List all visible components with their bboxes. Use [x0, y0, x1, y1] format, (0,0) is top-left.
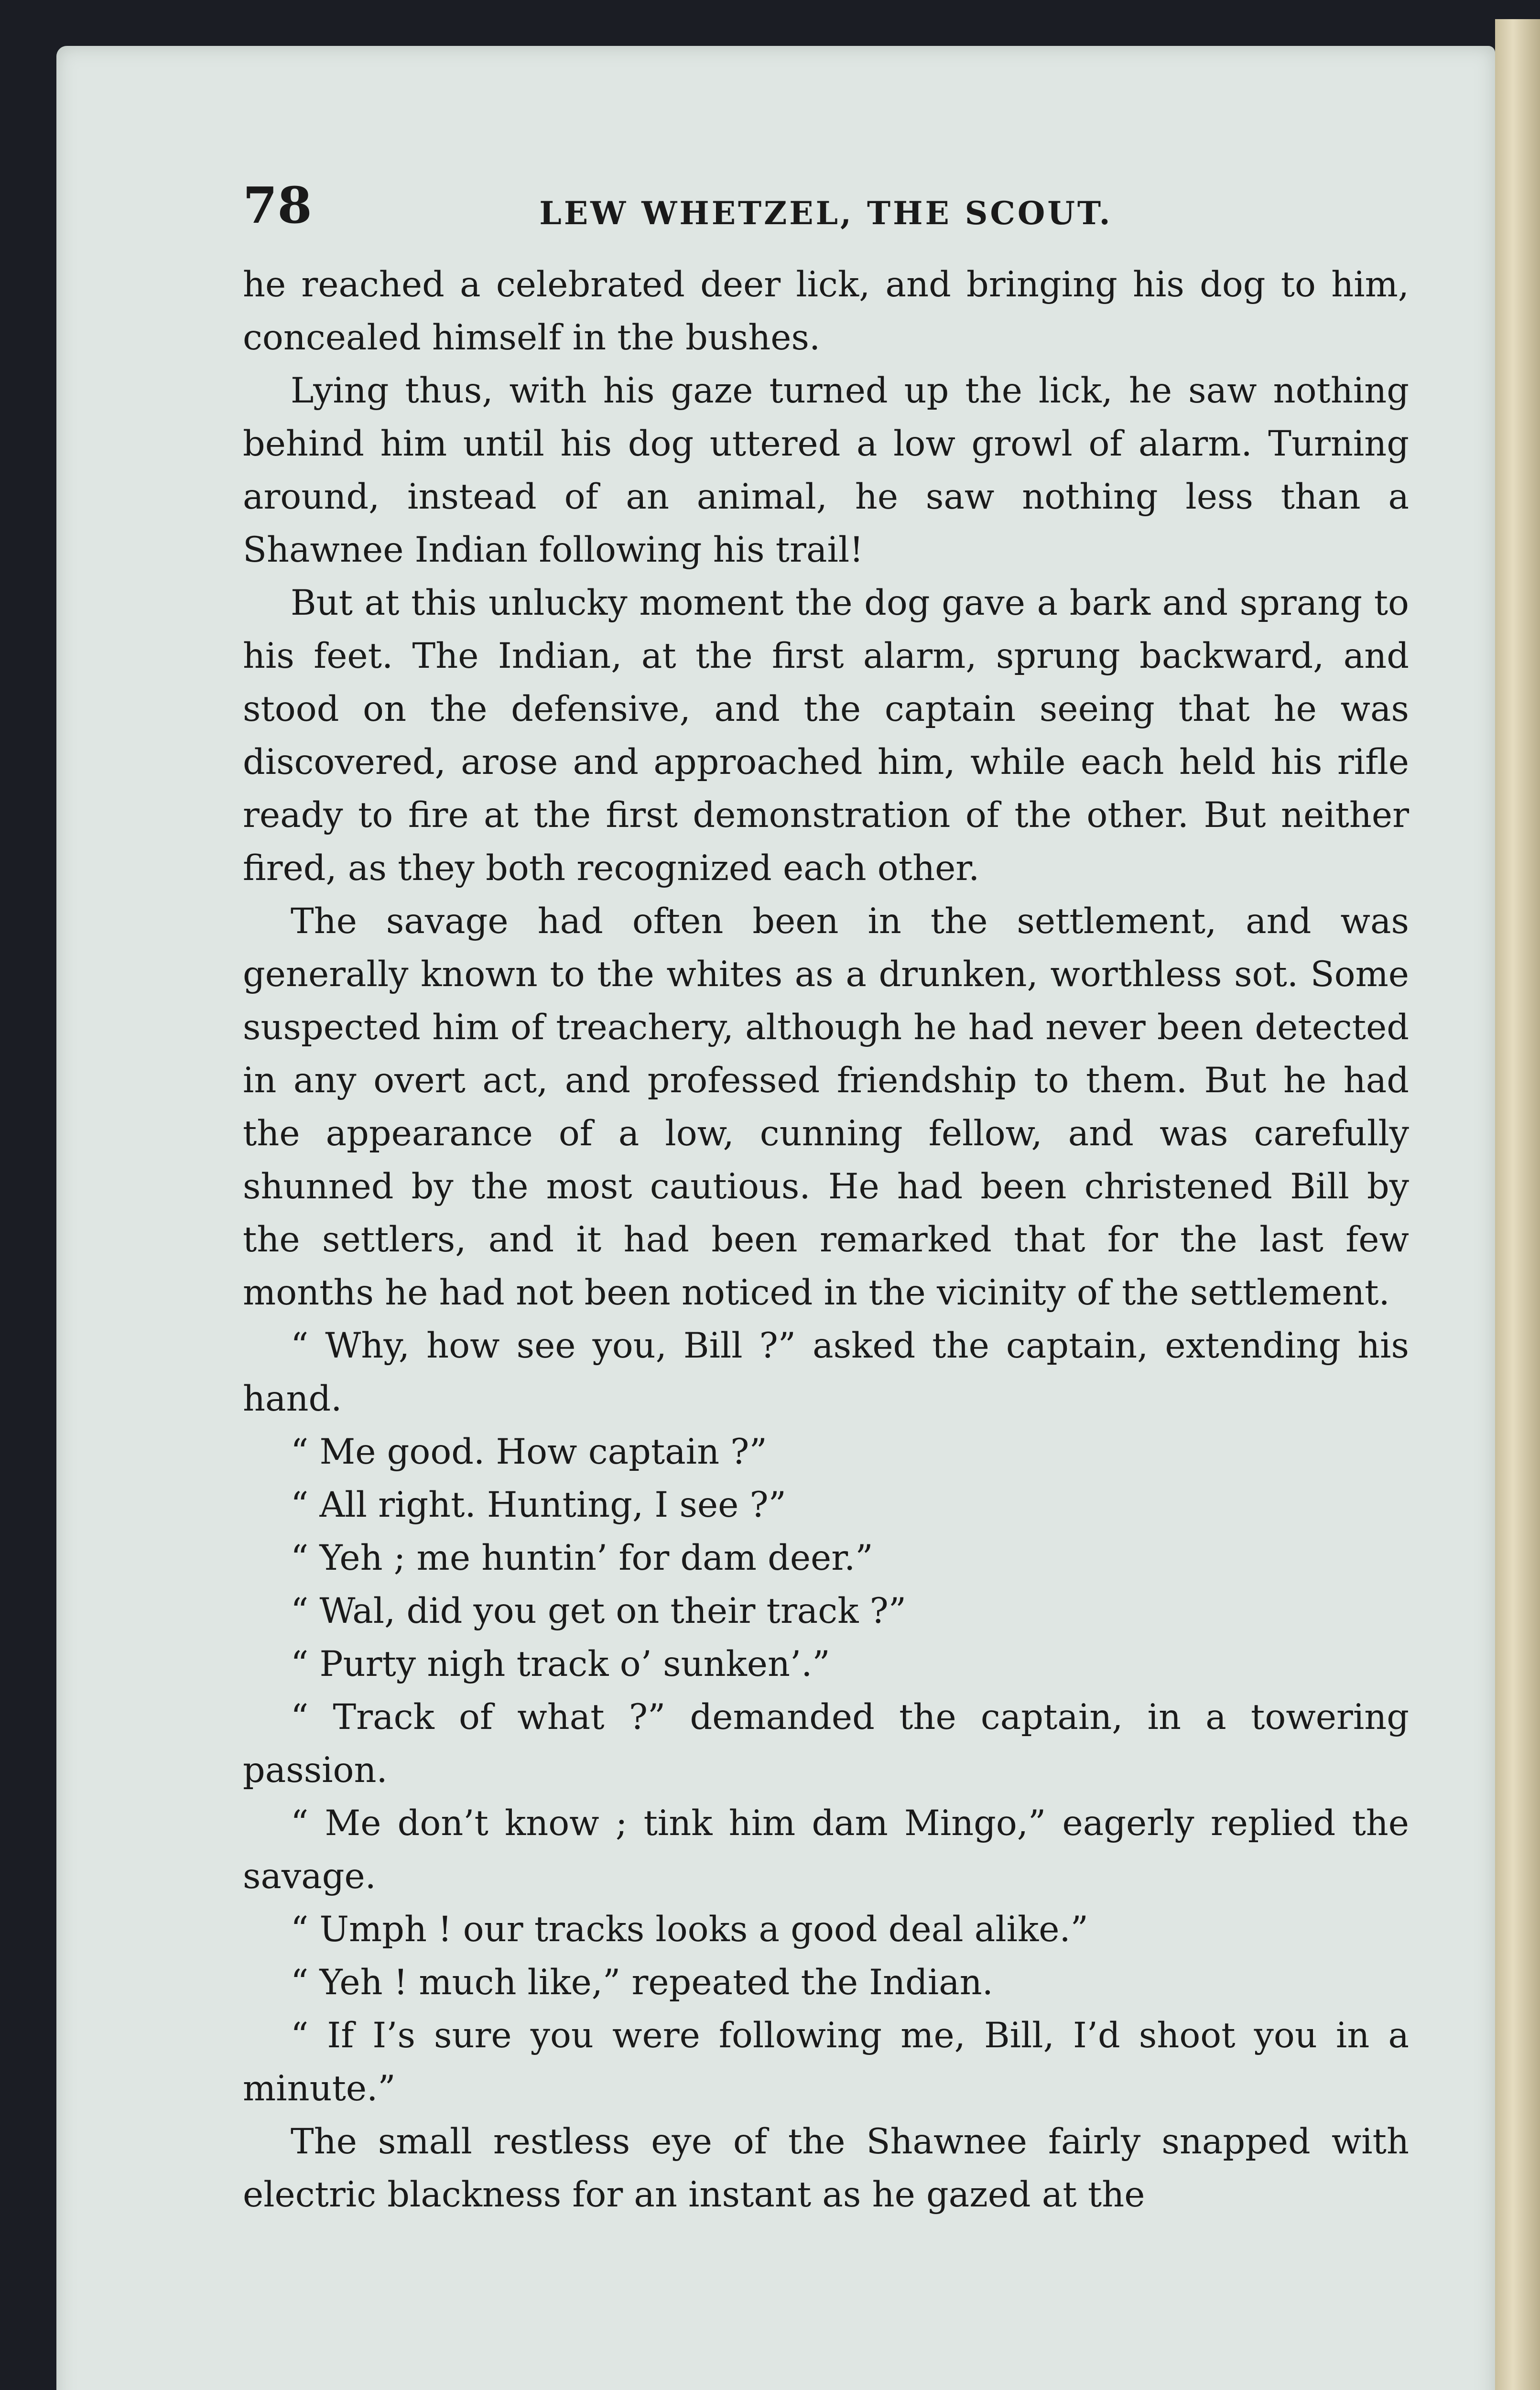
- book-spine-edge: [1495, 19, 1540, 2390]
- page-text-block: [243, 177, 1409, 2221]
- dialogue-line: “ Yeh ! much like,” repeated the Indian.: [291, 1962, 993, 2003]
- dialogue-line: “ Why, how see you, Bill ?” asked the captain, extending his hand.: [243, 1325, 1409, 1419]
- page-number: 78: [243, 176, 312, 235]
- dialogue-line: “ All right. Hunting, I see ?”: [291, 1485, 786, 1525]
- dialogue-line: “ If I’s sure you were following me, Bill, I’d shoot you in a minute.”: [243, 2015, 1409, 2109]
- running-head: LEW WHETZEL, THE SCOUT.: [539, 195, 1113, 232]
- paragraph: But at this unlucky moment the dog gave a bark and sprang to his feet. The Indian, at the first alarm, sprung backward, and stood on the defensive, and the captain seeing that he was discovered, arose and approached him, while each held his rifle ready to fire at the first demonstration of the other. But neither fired, as they both recognized each other.: [243, 583, 1409, 889]
- page-header: [243, 177, 1409, 258]
- dialogue-line: “ Purty nigh track o’ sunken’.”: [291, 1644, 830, 1684]
- dialogue-line: “ Track of what ?” demanded the captain, in a towering passion.: [243, 1697, 1409, 1791]
- dialogue-line: “ Wal, did you get on their track ?”: [291, 1591, 907, 1631]
- dialogue-line: “ Me good. How captain ?”: [291, 1432, 767, 1472]
- paragraph: he reached a celebrated deer lick, and bringing his dog to him, concealed himself in the bushes.: [243, 264, 1409, 358]
- paragraph: The savage had often been in the settlement, and was generally known to the whites as a drunken, worthless sot. Some suspected him of treachery, although he had never been detected in any overt act, and professed friendship to them. But he had the appearance of a low, cunning fellow, and was carefully shunned by the most cautious. He had been christened Bill by the settlers, and it had been remarked that for the last few months he had not been noticed in the vicinity of the settlement.: [243, 901, 1409, 1313]
- paragraph: The small restless eye of the Shawnee fairly snapped with electric blackness for an instant as he gazed at the: [243, 2121, 1409, 2215]
- dialogue-line: “ Yeh ; me huntin’ for dam deer.”: [291, 1538, 873, 1578]
- dialogue-line: “ Umph ! our tracks looks a good deal alike.”: [291, 1909, 1088, 1950]
- dialogue-line: “ Me don’t know ; tink him dam Mingo,” eagerly replied the savage.: [243, 1803, 1409, 1897]
- paragraph: Lying thus, with his gaze turned up the lick, he saw nothing behind him until his dog uttered a low growl of alarm. Turning around, instead of an animal, he saw nothing less than a Shawnee Indian following his trail!: [243, 370, 1409, 570]
